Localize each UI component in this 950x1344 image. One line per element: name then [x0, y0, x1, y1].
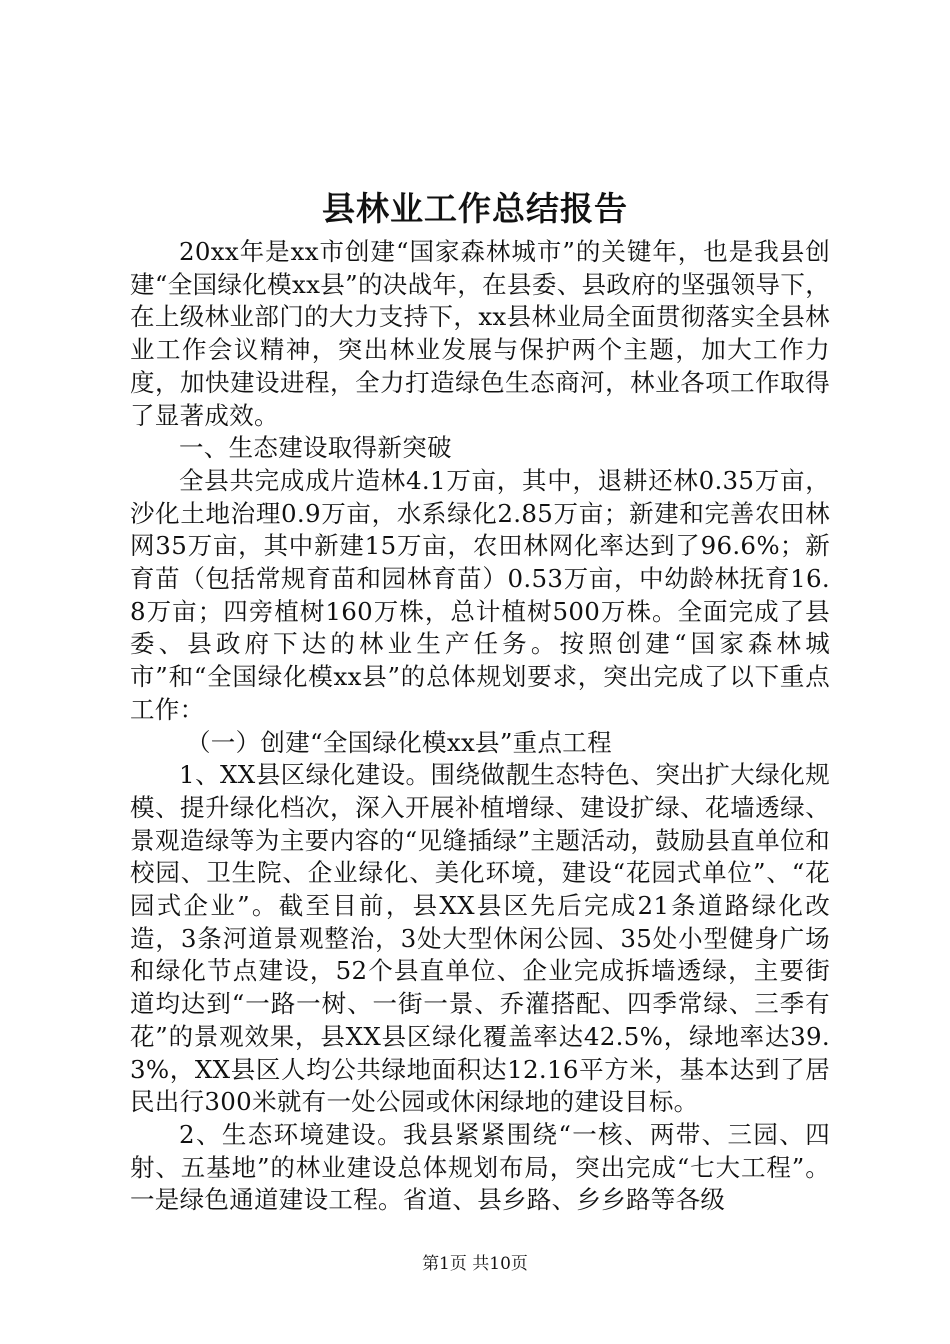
page-footer: 第1页 共10页	[422, 1254, 528, 1274]
urban-greening-paragraph: 1、XX县区绿化建设。围绕做靓生态特色、突出扩大绿化规模、提升绿化档次，深入开展补植增绿、建设扩绿、花墙透绿、景观造绿等为主要内容的“见缝插绿”主题活动，鼓励县直单位和校园、卫生院、企业绿化、美化环境，建设“花园式单位”、“花园式企业”。截至目前，县XX县区先后完成21条道路绿化改造，3条河道景观整治，3处大型休闲公园、35处小型健身广场和绿化节点建设，52个县直单位、企业完成拆墙透绿，主要街道均达到“一路一树、一街一景、乔灌搭配、四季常绿、三季有花”的景观效果，县XX县区绿化覆盖率达42.5%，绿地率达39.3%，XX县区人均公共绿地面积达12.16平方米，基本达到了居民出行300米就有一处公园或休闲绿地的建设目标。	[130, 760, 830, 1117]
document-body	[130, 236, 830, 1217]
intro-paragraph: 20xx年是xx市创建“国家森林城市”的关键年，也是我县创建“全国绿化模xx县”的决战年，在县委、县政府的坚强领导下，在上级林业部门的大力支持下，xx县林业局全面贯彻落实全县林业工作会议精神，突出林业发展与保护两个主题，加大工作力度，加快建设进程，全力打造绿色生态商河，林业各项工作取得了显著成效。	[130, 237, 830, 430]
section-heading-ecology: 一、生态建设取得新突破	[179, 433, 452, 463]
subsection-heading-greening-county: （一）创建“全国绿化模xx县”重点工程	[186, 727, 612, 757]
ecological-environment-paragraph: 2、生态环境建设。我县紧紧围绕“一核、两带、三园、四射、五基地”的林业建设总体规划布局，突出完成“七大工程”。一是绿色通道建设工程。省道、县乡路、乡乡路等各级	[130, 1119, 830, 1215]
document-title: 县林业工作总结报告	[322, 189, 628, 228]
ecology-summary-paragraph: 全县共完成成片造林4.1万亩，其中，退耕还林0.35万亩，沙化土地治理0.9万亩，水系绿化2.85万亩；新建和完善农田林网35万亩，其中新建15万亩，农田林网化率达到了96.6%；新育苗（包括常规育苗和园林育苗）0.53万亩，中幼龄林抚育16.8万亩；四旁植树160万株，总计植树500万株。全面完成了县委、县政府下达的林业生产任务。按照创建“国家森林城市”和“全国绿化模xx县”的总体规划要求，突出完成了以下重点工作：	[130, 465, 830, 724]
